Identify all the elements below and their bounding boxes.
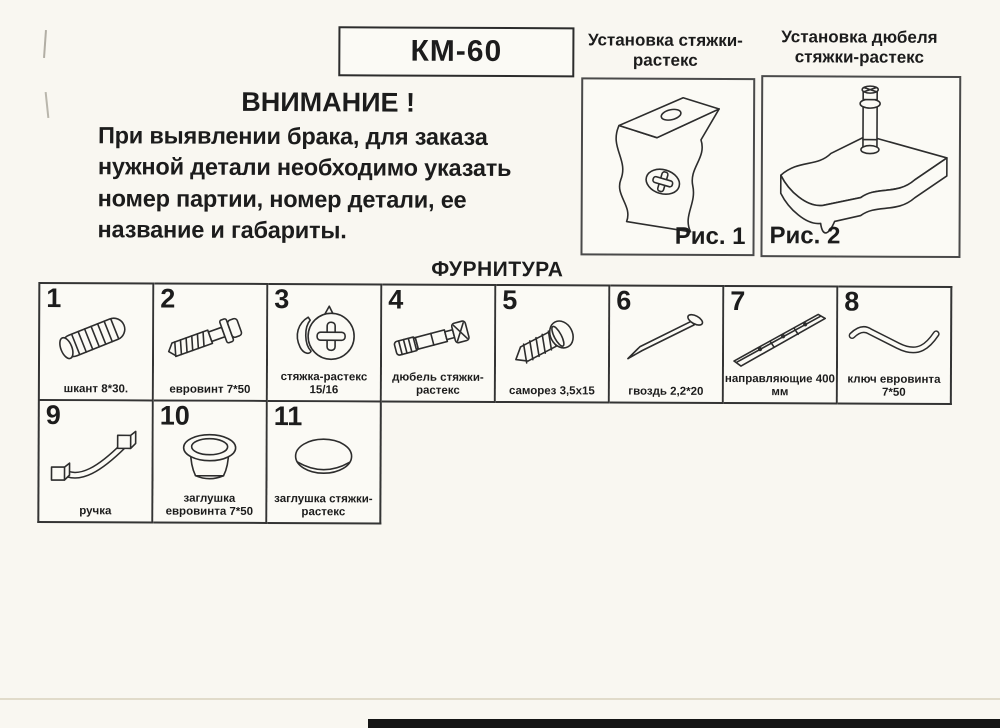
item-number: 1 [46,283,62,314]
hardware-item-3 [268,283,383,402]
item-label: дюбель стяжки-растекс [392,371,484,397]
item-label: направляющие 400 мм [724,372,835,399]
item-number: 7 [730,286,746,317]
hardware-item-5 [496,284,611,403]
item-label: заглушка евровинта 7*50 [165,492,254,518]
figure2-title: Установка дюбеля стяжки-растекс [781,27,938,67]
figure1-box [580,77,755,256]
attention-heading: ВНИМАНИЕ ! [241,86,416,118]
wooden-dowel-icon [42,302,150,366]
item-number: 9 [45,400,61,431]
self-tapping-screw-icon [498,304,606,368]
item-label: заглушка стяжки-растекс [274,492,373,519]
model-number-box [338,26,574,77]
drawer-slide-rail-icon [726,305,834,369]
item-label: ручка [79,504,112,518]
item-label: шкант 8*30. [63,382,129,396]
hardware-item-9 [37,401,154,524]
hardware-row-1 [38,282,953,405]
hardware-item-4 [382,283,497,402]
screw-cap-icon [155,423,263,493]
item-number: 3 [274,284,290,315]
model-number-label: КМ-60 [410,34,503,69]
hardware-item-1 [38,282,155,402]
hardware-item-7 [724,285,839,404]
figure2-caption: Рис. 2 [769,222,841,250]
item-number: 11 [273,401,303,432]
item-number: 2 [160,283,176,314]
item-number: 4 [388,284,404,315]
item-label: стяжка-растекс 15/16 [280,370,368,397]
nail-icon [612,304,720,368]
item-number: 5 [502,285,518,316]
handle-icon [41,423,149,493]
scan-smear-line [0,698,1000,700]
hardware-table [37,282,952,527]
hardware-item-8 [838,285,953,404]
rastex-dowel-bolt-icon [384,303,492,367]
hardware-item-6 [610,284,725,403]
item-number: 8 [844,286,860,317]
item-label: гвоздь 2,2*20 [628,385,704,398]
item-number: 10 [159,400,190,431]
item-label: евровинт 7*50 [169,383,251,396]
item-number: 6 [616,285,632,316]
item-label: ключ евровинта 7*50 [847,373,941,399]
figure1-caption: Рис. 1 [674,222,746,251]
rastex-cam-lock-icon [270,303,378,367]
scan-edge-bar [368,719,1000,728]
figure1-title: Установка стяжки-растекс [587,30,743,70]
hardware-item-10 [153,401,268,523]
figure2-box [760,75,961,258]
rastex-cap-icon [269,424,377,494]
attention-text: При выявлении брака, для заказа нужной детали необходимо указать номер партии, номер детали, ее название и габариты. [97,122,512,244]
item-label: саморез 3,5x15 [508,384,595,398]
hardware-item-2 [154,282,269,401]
hardware-row-2 [37,401,952,527]
hex-key-icon [840,305,948,369]
hardware-item-11 [267,402,382,524]
euro-screw-icon [156,302,264,366]
furniture-heading: ФУРНИТУРА [431,257,564,282]
